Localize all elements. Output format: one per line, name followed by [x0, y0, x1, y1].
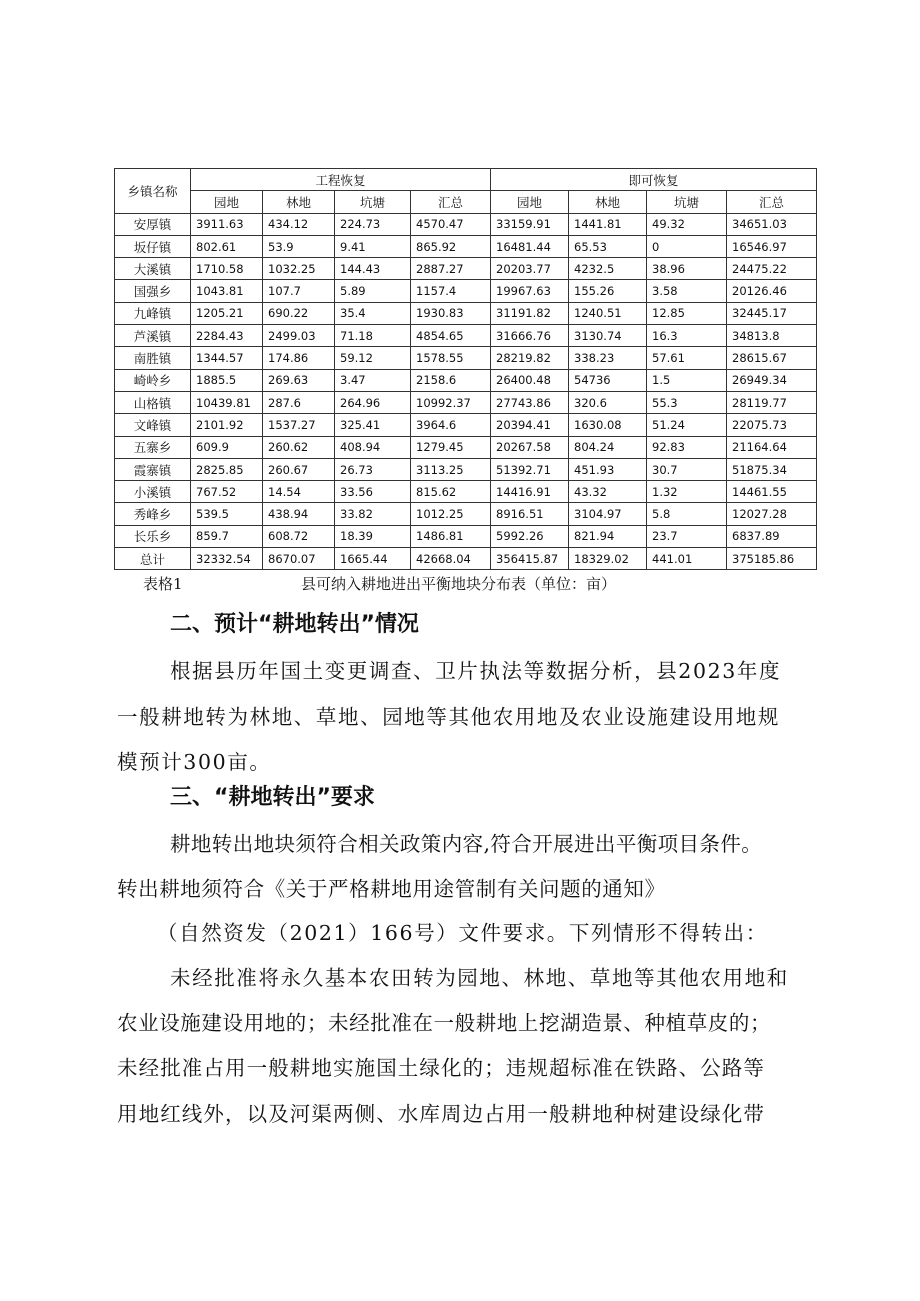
- value-cell: 2284.43: [191, 325, 263, 347]
- value-cell: 608.72: [263, 525, 335, 547]
- value-cell: 2499.03: [263, 325, 335, 347]
- township-cell: 芦溪镇: [115, 325, 191, 347]
- value-cell: 269.63: [263, 369, 335, 391]
- value-cell: 441.01: [647, 548, 727, 570]
- table-row: [115, 280, 817, 302]
- value-cell: 260.67: [263, 458, 335, 480]
- header-sub: 园地: [491, 191, 569, 213]
- value-cell: 22075.73: [727, 414, 817, 436]
- header-engineering-restore: 工程恢复: [191, 169, 491, 191]
- township-cell: 安厚镇: [115, 213, 191, 235]
- table-header-row-2: [115, 191, 817, 213]
- value-cell: 21164.64: [727, 436, 817, 458]
- township-cell: 文峰镇: [115, 414, 191, 436]
- value-cell: 859.7: [191, 525, 263, 547]
- value-cell: 1.5: [647, 369, 727, 391]
- table-row: [115, 503, 817, 525]
- value-cell: 14416.91: [491, 481, 569, 503]
- value-cell: 53.9: [263, 235, 335, 257]
- township-cell: 总计: [115, 548, 191, 570]
- value-cell: 174.86: [263, 347, 335, 369]
- value-cell: 224.73: [335, 213, 411, 235]
- value-cell: 3113.25: [411, 458, 491, 480]
- value-cell: 1240.51: [569, 302, 647, 324]
- table-row: [115, 414, 817, 436]
- value-cell: 865.92: [411, 235, 491, 257]
- value-cell: 49.32: [647, 213, 727, 235]
- value-cell: 2101.92: [191, 414, 263, 436]
- value-cell: 5.8: [647, 503, 727, 525]
- value-cell: 54736: [569, 369, 647, 391]
- value-cell: 27743.86: [491, 391, 569, 413]
- value-cell: 1.32: [647, 481, 727, 503]
- value-cell: 33.82: [335, 503, 411, 525]
- value-cell: 28219.82: [491, 347, 569, 369]
- value-cell: 815.62: [411, 481, 491, 503]
- value-cell: 19967.63: [491, 280, 569, 302]
- value-cell: 690.22: [263, 302, 335, 324]
- township-cell: 秀峰乡: [115, 503, 191, 525]
- table-row: [115, 481, 817, 503]
- value-cell: 3911.63: [191, 213, 263, 235]
- value-cell: 3.58: [647, 280, 727, 302]
- value-cell: 6837.89: [727, 525, 817, 547]
- land-distribution-table: [114, 168, 817, 570]
- table-row: [115, 458, 817, 480]
- header-sub: 坑塘: [647, 191, 727, 213]
- value-cell: 10439.81: [191, 391, 263, 413]
- value-cell: 408.94: [335, 436, 411, 458]
- value-cell: 821.94: [569, 525, 647, 547]
- value-cell: 20394.41: [491, 414, 569, 436]
- value-cell: 12027.28: [727, 503, 817, 525]
- value-cell: 767.52: [191, 481, 263, 503]
- value-cell: 1930.83: [411, 302, 491, 324]
- value-cell: 10992.37: [411, 391, 491, 413]
- value-cell: 1279.45: [411, 436, 491, 458]
- value-cell: 20126.46: [727, 280, 817, 302]
- value-cell: 1032.25: [263, 258, 335, 280]
- value-cell: 2887.27: [411, 258, 491, 280]
- header-sub: 园地: [191, 191, 263, 213]
- township-cell: 坂仔镇: [115, 235, 191, 257]
- table-row: [115, 525, 817, 547]
- value-cell: 356415.87: [491, 548, 569, 570]
- value-cell: 18329.02: [569, 548, 647, 570]
- value-cell: 1885.5: [191, 369, 263, 391]
- section3-line: 转出耕地须符合《关于严格耕地用途管制有关问题的通知》: [117, 877, 666, 901]
- section2-line: 模预计300亩。: [117, 750, 272, 774]
- header-sub: 坑塘: [335, 191, 411, 213]
- value-cell: 155.26: [569, 280, 647, 302]
- table-header-row-1: [115, 169, 817, 191]
- value-cell: 51392.71: [491, 458, 569, 480]
- value-cell: 434.12: [263, 213, 335, 235]
- value-cell: 23.7: [647, 525, 727, 547]
- value-cell: 31191.82: [491, 302, 569, 324]
- header-sub: 林地: [569, 191, 647, 213]
- value-cell: 16.3: [647, 325, 727, 347]
- value-cell: 32332.54: [191, 548, 263, 570]
- table-caption-label: 表格1: [143, 575, 183, 593]
- section2-line: 一般耕地转为林地、草地、园地等其他农用地及农业设施建设用地规: [117, 705, 780, 729]
- value-cell: 2825.85: [191, 458, 263, 480]
- value-cell: 5992.26: [491, 525, 569, 547]
- value-cell: 804.24: [569, 436, 647, 458]
- table-row: [115, 302, 817, 324]
- value-cell: 65.53: [569, 235, 647, 257]
- value-cell: 1012.25: [411, 503, 491, 525]
- value-cell: 8670.07: [263, 548, 335, 570]
- value-cell: 35.4: [335, 302, 411, 324]
- section3-line: 耕地转出地块须符合相关政策内容,符合开展进出平衡项目条件。: [170, 832, 763, 856]
- value-cell: 2158.6: [411, 369, 491, 391]
- value-cell: 16481.44: [491, 235, 569, 257]
- value-cell: 59.12: [335, 347, 411, 369]
- value-cell: 51875.34: [727, 458, 817, 480]
- value-cell: 8916.51: [491, 503, 569, 525]
- value-cell: 42668.04: [411, 548, 491, 570]
- value-cell: 71.18: [335, 325, 411, 347]
- section3-line: 农业设施建设用地的；未经批准在一般耕地上挖湖造景、种植草皮的；: [117, 1011, 772, 1035]
- value-cell: 4570.47: [411, 213, 491, 235]
- table-body: [115, 213, 817, 570]
- table-row: [115, 391, 817, 413]
- table-row: [115, 325, 817, 347]
- value-cell: 264.96: [335, 391, 411, 413]
- value-cell: 33.56: [335, 481, 411, 503]
- value-cell: 438.94: [263, 503, 335, 525]
- value-cell: 451.93: [569, 458, 647, 480]
- value-cell: 5.89: [335, 280, 411, 302]
- township-cell: 南胜镇: [115, 347, 191, 369]
- value-cell: 1043.81: [191, 280, 263, 302]
- township-cell: 九峰镇: [115, 302, 191, 324]
- value-cell: 14461.55: [727, 481, 817, 503]
- value-cell: 32445.17: [727, 302, 817, 324]
- value-cell: 26949.34: [727, 369, 817, 391]
- value-cell: 92.83: [647, 436, 727, 458]
- value-cell: 4232.5: [569, 258, 647, 280]
- value-cell: 1344.57: [191, 347, 263, 369]
- header-immediate-restore: 即可恢复: [491, 169, 817, 191]
- township-cell: 小溪镇: [115, 481, 191, 503]
- value-cell: 57.61: [647, 347, 727, 369]
- value-cell: 43.32: [569, 481, 647, 503]
- value-cell: 12.85: [647, 302, 727, 324]
- value-cell: 802.61: [191, 235, 263, 257]
- township-cell: 大溪镇: [115, 258, 191, 280]
- value-cell: 287.6: [263, 391, 335, 413]
- value-cell: 1157.4: [411, 280, 491, 302]
- value-cell: 260.62: [263, 436, 335, 458]
- value-cell: 1578.55: [411, 347, 491, 369]
- value-cell: 38.96: [647, 258, 727, 280]
- township-cell: 五寨乡: [115, 436, 191, 458]
- value-cell: 107.7: [263, 280, 335, 302]
- table-caption-title: 县可纳入耕地进出平衡地块分布表（单位：亩）: [301, 575, 617, 593]
- value-cell: 28119.77: [727, 391, 817, 413]
- value-cell: 1441.81: [569, 213, 647, 235]
- value-cell: 20267.58: [491, 436, 569, 458]
- value-cell: 1537.27: [263, 414, 335, 436]
- value-cell: 1205.21: [191, 302, 263, 324]
- value-cell: 14.54: [263, 481, 335, 503]
- value-cell: 3.47: [335, 369, 411, 391]
- township-cell: 山格镇: [115, 391, 191, 413]
- value-cell: 375185.86: [727, 548, 817, 570]
- value-cell: 24475.22: [727, 258, 817, 280]
- value-cell: 338.23: [569, 347, 647, 369]
- value-cell: 33159.91: [491, 213, 569, 235]
- value-cell: 18.39: [335, 525, 411, 547]
- value-cell: 51.24: [647, 414, 727, 436]
- township-cell: 崎岭乡: [115, 369, 191, 391]
- table-row: [115, 258, 817, 280]
- section3-line: （自然资发（2021）166号）文件要求。下列情形不得转出：: [157, 921, 768, 945]
- header-sub: 林地: [263, 191, 335, 213]
- section3-line: 未经批准将永久基本农田转为园地、林地、草地等其他农用地和: [170, 966, 789, 990]
- value-cell: 9.41: [335, 235, 411, 257]
- township-cell: 霞寨镇: [115, 458, 191, 480]
- township-cell: 国强乡: [115, 280, 191, 302]
- value-cell: 3104.97: [569, 503, 647, 525]
- table-total-row: [115, 548, 817, 570]
- value-cell: 1710.58: [191, 258, 263, 280]
- value-cell: 3130.74: [569, 325, 647, 347]
- value-cell: 3964.6: [411, 414, 491, 436]
- value-cell: 31666.76: [491, 325, 569, 347]
- section3-heading: 三、“耕地转出”要求: [170, 785, 375, 810]
- value-cell: 34813.8: [727, 325, 817, 347]
- value-cell: 144.43: [335, 258, 411, 280]
- header-township: 乡镇名称: [115, 169, 191, 214]
- value-cell: 4854.65: [411, 325, 491, 347]
- table-row: [115, 436, 817, 458]
- value-cell: 325.41: [335, 414, 411, 436]
- value-cell: 26400.48: [491, 369, 569, 391]
- section2-line: 根据县历年国土变更调查、卫片执法等数据分析，县2023年度: [170, 659, 782, 683]
- section2-heading: 二、预计“耕地转出”情况: [170, 612, 419, 637]
- section3-line: 用地红线外，以及河渠两侧、水库周边占用一般耕地种树建设绿化带: [117, 1102, 765, 1126]
- value-cell: 1665.44: [335, 548, 411, 570]
- table-row: [115, 213, 817, 235]
- section3-line: 未经批准占用一般耕地实施国土绿化的；违规超标准在铁路、公路等: [117, 1056, 765, 1080]
- value-cell: 20203.77: [491, 258, 569, 280]
- table-row: [115, 235, 817, 257]
- table-row: [115, 347, 817, 369]
- value-cell: 1486.81: [411, 525, 491, 547]
- value-cell: 539.5: [191, 503, 263, 525]
- value-cell: 28615.67: [727, 347, 817, 369]
- header-sub: 汇总: [411, 191, 491, 213]
- value-cell: 55.3: [647, 391, 727, 413]
- value-cell: 1630.08: [569, 414, 647, 436]
- township-cell: 长乐乡: [115, 525, 191, 547]
- value-cell: 609.9: [191, 436, 263, 458]
- value-cell: 34651.03: [727, 213, 817, 235]
- value-cell: 320.6: [569, 391, 647, 413]
- value-cell: 0: [647, 235, 727, 257]
- header-sub: 汇总: [727, 191, 817, 213]
- value-cell: 30.7: [647, 458, 727, 480]
- value-cell: 16546.97: [727, 235, 817, 257]
- value-cell: 26.73: [335, 458, 411, 480]
- table-row: [115, 369, 817, 391]
